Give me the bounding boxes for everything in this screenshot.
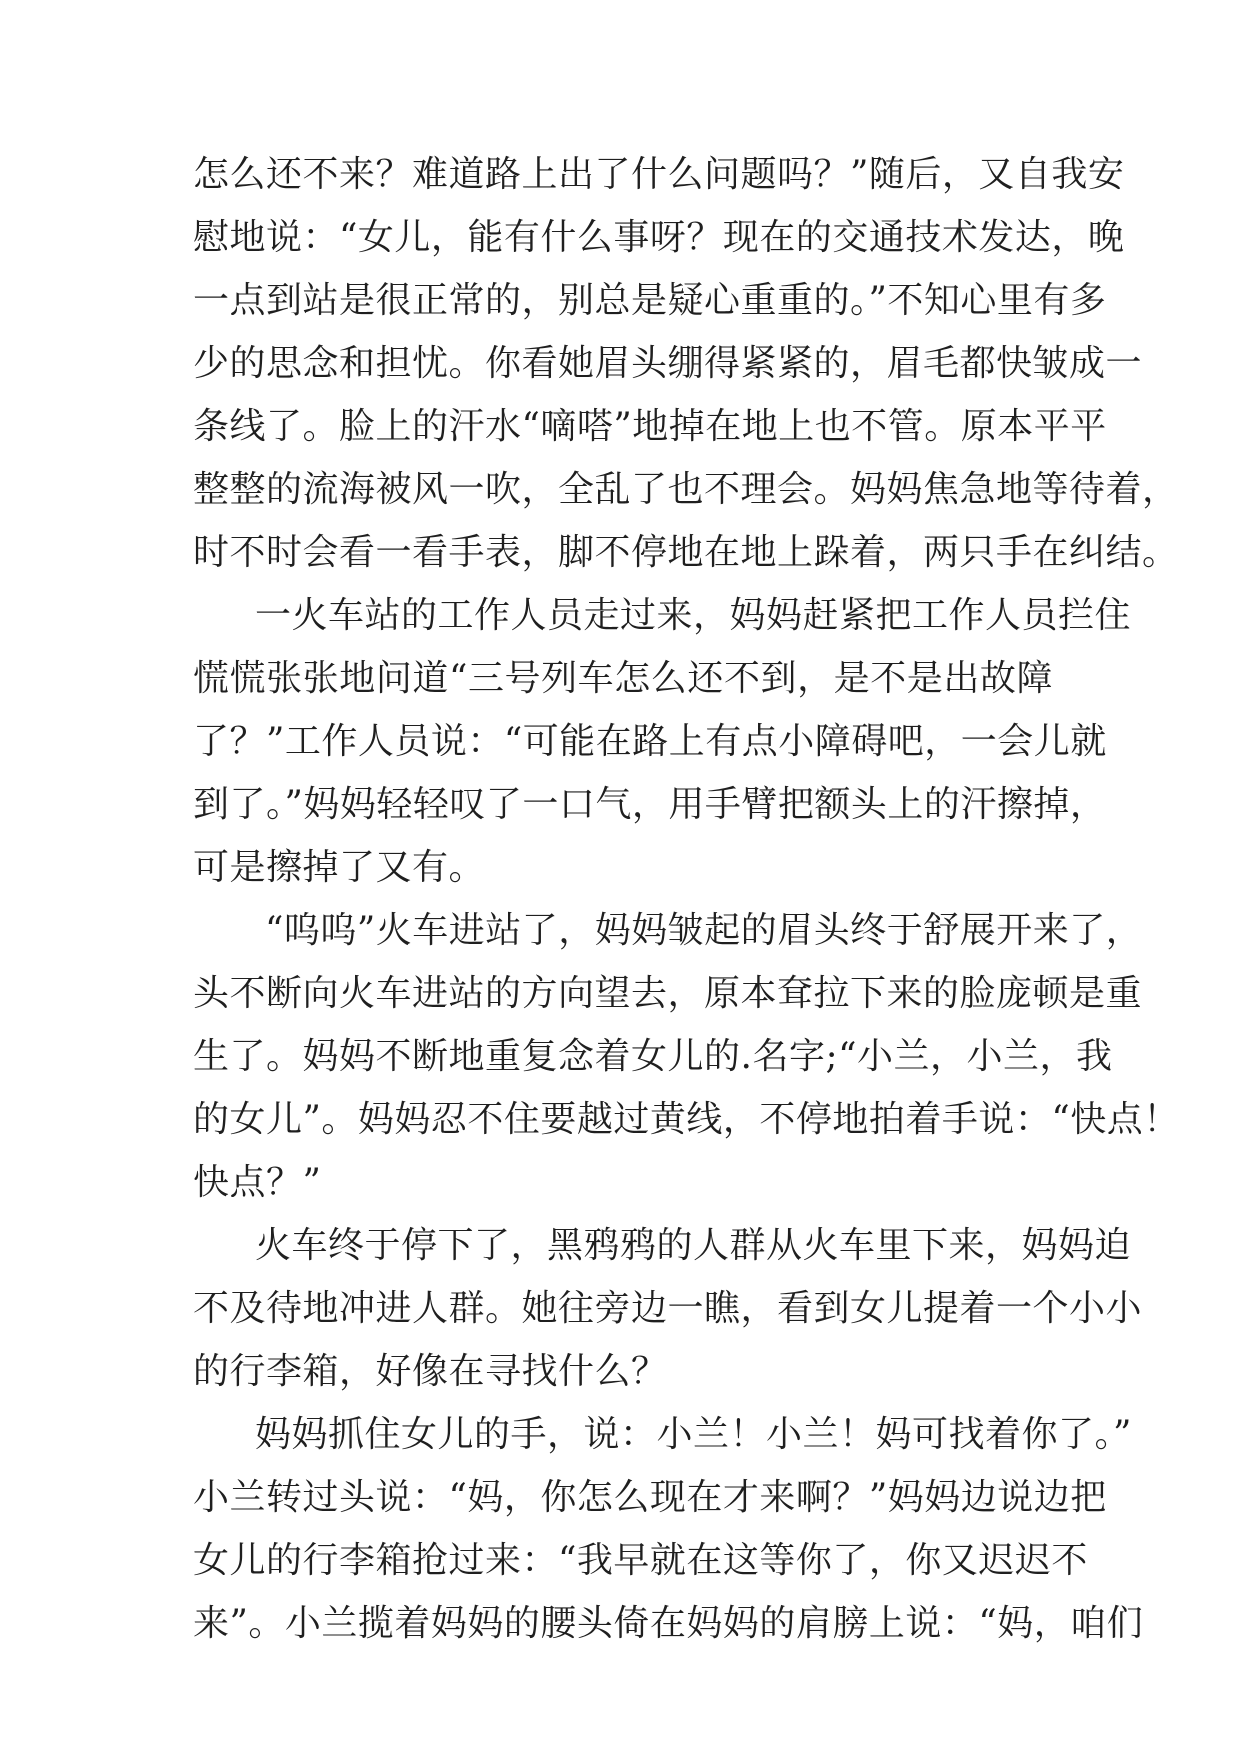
text-line-1: 怎么还不来？难道路上出了什么问题吗？”随后，又自我安 <box>193 154 1125 195</box>
text-line-15: 生了。妈妈不断地重复念着女儿的.名字;“小兰，小兰，我 <box>193 1036 1113 1077</box>
text-line-16: 的女儿”。妈妈忍不住要越过黄线，不停地拍着手说：“快点！ <box>193 1099 1180 1140</box>
text-line-21: 妈妈抓住女儿的手，说：小兰！小兰！妈可找着你了。” <box>255 1414 1132 1455</box>
text-line-17: 快点？” <box>193 1162 322 1203</box>
text-line-12: 可是擦掉了又有。 <box>193 847 486 888</box>
text-line-24: 来”。小兰揽着妈妈的腰头倚在妈妈的肩膀上说：“妈，咱们 <box>193 1603 1144 1644</box>
text-line-13: “呜呜”火车进站了，妈妈皱起的眉头终于舒展开来了， <box>265 910 1143 951</box>
text-line-6: 整整的流海被风一吹，全乱了也不理会。妈妈焦急地等待着， <box>193 469 1179 510</box>
text-line-7: 时不时会看一看手表，脚不停地在地上跺着，两只手在纠结。 <box>193 532 1179 573</box>
text-line-9: 慌慌张张地问道“三号列车怎么还不到，是不是出故障 <box>193 658 1053 699</box>
text-line-23: 女儿的行李箱抢过来：“我早就在这等你了，你又迟迟不 <box>193 1540 1088 1581</box>
text-line-2: 慰地说：“女儿，能有什么事呀？现在的交通技术发达，晚 <box>193 217 1125 258</box>
text-line-3: 一点到站是很正常的，别总是疑心重重的。”不知心里有多 <box>193 280 1107 321</box>
text-line-19: 不及待地冲进人群。她往旁边一瞧，看到女儿提着一个小小 <box>193 1288 1143 1329</box>
text-line-20: 的行李箱，好像在寻找什么？ <box>193 1351 668 1392</box>
text-line-14: 头不断向火车进站的方向望去，原本耷拉下来的脸庞顿是重 <box>193 973 1143 1014</box>
text-line-10: 了？”工作人员说：“可能在路上有点小障碍吧，一会儿就 <box>193 721 1107 762</box>
text-line-22: 小兰转过头说：“妈，你怎么现在才来啊？”妈妈边说边把 <box>193 1477 1107 1518</box>
text-line-4: 少的思念和担忧。你看她眉头绷得紧紧的，眉毛都快皱成一 <box>193 343 1143 384</box>
text-line-18: 火车终于停下了，黑鸦鸦的人群从火车里下来，妈妈迫 <box>255 1225 1132 1266</box>
text-line-11: 到了。”妈妈轻轻叹了一口气，用手臂把额头上的汗擦掉， <box>193 784 1107 825</box>
text-line-8: 一火车站的工作人员走过来，妈妈赶紧把工作人员拦住 <box>255 595 1132 636</box>
text-line-5: 条线了。脸上的汗水“嘀嗒”地掉在地上也不管。原本平平 <box>193 406 1107 447</box>
body-text <box>193 143 1180 1655</box>
